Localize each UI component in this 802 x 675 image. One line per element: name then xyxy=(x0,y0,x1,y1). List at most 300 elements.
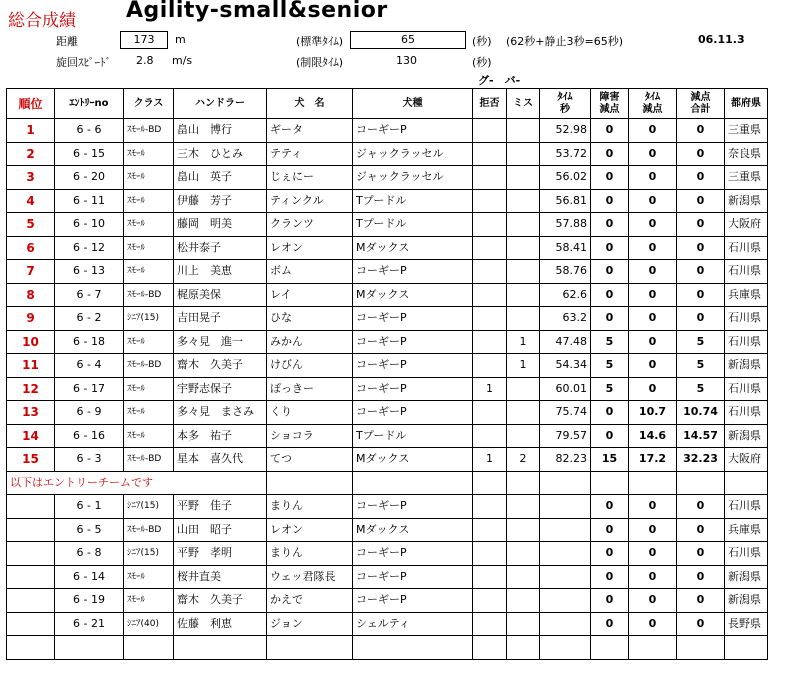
fault-cell: 5 xyxy=(591,330,629,354)
rank-cell xyxy=(7,565,55,589)
entry-cell: 6 - 12 xyxy=(55,236,124,260)
breed-cell: コーギーP xyxy=(353,354,473,378)
entry-cell: 6 - 15 xyxy=(55,142,124,166)
fault-cell: 0 xyxy=(591,166,629,190)
time-cell: 56.02 xyxy=(540,166,591,190)
breed-cell: コーギーP xyxy=(353,565,473,589)
class-cell: ｽﾓｰﾙ xyxy=(124,377,174,401)
empty-cell xyxy=(629,636,677,660)
class-cell: ｽﾓｰﾙ xyxy=(124,236,174,260)
miss-cell xyxy=(507,377,540,401)
total-cell: 5 xyxy=(677,354,725,378)
class-cell: ｽﾓｰﾙ xyxy=(124,189,174,213)
time-fault-cell: 0 xyxy=(629,377,677,401)
dog-cell: ショコラ xyxy=(267,424,353,448)
pref-cell: 新潟県 xyxy=(725,424,768,448)
pref-cell: 奈良県 xyxy=(725,142,768,166)
class-cell: ｽﾓｰﾙ xyxy=(124,260,174,284)
time-cell: 62.6 xyxy=(540,283,591,307)
pref-cell: 新潟県 xyxy=(725,589,768,613)
col-time-fault: ﾀｲﾑ 減点 xyxy=(629,89,677,119)
miss-cell xyxy=(507,307,540,331)
refusal-cell xyxy=(473,236,507,260)
handler-cell: 藤岡 明美 xyxy=(174,213,267,237)
breed-cell: Mダックス xyxy=(353,518,473,542)
fault-cell: 0 xyxy=(591,260,629,284)
class-cell: ｽﾓｰﾙ xyxy=(124,213,174,237)
pref-cell: 新潟県 xyxy=(725,189,768,213)
dog-cell: ひな xyxy=(267,307,353,331)
handler-cell: 星本 喜久代 xyxy=(174,448,267,472)
handler-cell: 吉田晃子 xyxy=(174,307,267,331)
table-row xyxy=(7,354,768,378)
total-cell: 32.23 xyxy=(677,448,725,472)
empty-cell xyxy=(591,471,629,495)
time-cell xyxy=(540,542,591,566)
breed-cell: コーギーP xyxy=(353,589,473,613)
breed-cell: コーギーP xyxy=(353,307,473,331)
time-fault-cell: 0 xyxy=(629,589,677,613)
class-cell: ｽﾓｰﾙ-BD xyxy=(124,518,174,542)
speed-unit: m/s xyxy=(172,54,193,67)
empty-cell xyxy=(353,636,473,660)
breed-cell: Mダックス xyxy=(353,448,473,472)
rank-cell: 4 xyxy=(7,189,55,213)
miss-cell: 2 xyxy=(507,448,540,472)
refusal-cell xyxy=(473,213,507,237)
entry-cell: 6 - 5 xyxy=(55,518,124,542)
pref-cell: 石川県 xyxy=(725,236,768,260)
table-row xyxy=(7,260,768,284)
rank-cell: 3 xyxy=(7,166,55,190)
time-cell: 63.2 xyxy=(540,307,591,331)
entry-cell: 6 - 21 xyxy=(55,612,124,636)
refusal-cell xyxy=(473,307,507,331)
breed-cell: コーギーP xyxy=(353,260,473,284)
pref-cell: 兵庫県 xyxy=(725,283,768,307)
pref-cell: 長野県 xyxy=(725,612,768,636)
std-time-note: (62秒+静止3秒=65秒) xyxy=(506,35,624,48)
refusal-cell xyxy=(473,330,507,354)
entry-cell: 6 - 18 xyxy=(55,330,124,354)
miss-cell xyxy=(507,401,540,425)
dog-cell: ジョン xyxy=(267,612,353,636)
dog-cell: レイ xyxy=(267,283,353,307)
time-cell xyxy=(540,565,591,589)
handler-cell: 伊藤 芳子 xyxy=(174,189,267,213)
handler-cell: 多々見 まさみ xyxy=(174,401,267,425)
col-miss: ミス xyxy=(507,89,540,119)
refusal-cell xyxy=(473,283,507,307)
handler-cell: 桜井直美 xyxy=(174,565,267,589)
refusal-cell: 1 xyxy=(473,448,507,472)
fault-cell: 0 xyxy=(591,589,629,613)
dog-cell: ティンクル xyxy=(267,189,353,213)
col-class: クラス xyxy=(124,89,174,119)
col-handler: ハンドラー xyxy=(174,89,267,119)
class-cell: ｽﾓｰﾙ xyxy=(124,565,174,589)
time-cell: 82.23 xyxy=(540,448,591,472)
class-cell: ｼﾆｱ(40) xyxy=(124,612,174,636)
time-fault-cell: 0 xyxy=(629,495,677,519)
handler-cell: 本多 祐子 xyxy=(174,424,267,448)
speed-label: 旋回ｽﾋﾟｰﾄﾞ xyxy=(56,56,111,69)
rank-cell: 11 xyxy=(7,354,55,378)
rank-cell: 15 xyxy=(7,448,55,472)
time-fault-cell: 17.2 xyxy=(629,448,677,472)
section-label: 総合成績 xyxy=(8,11,76,31)
miss-cell xyxy=(507,213,540,237)
fault-cell: 0 xyxy=(591,142,629,166)
handler-cell: 齋木 久美子 xyxy=(174,589,267,613)
total-cell: 5 xyxy=(677,330,725,354)
col-refusal: 拒否 xyxy=(473,89,507,119)
col-fault: 障害 減点 xyxy=(591,89,629,119)
handler-cell: 平野 佳子 xyxy=(174,495,267,519)
refusal-cell xyxy=(473,142,507,166)
fault-cell: 0 xyxy=(591,565,629,589)
table-row xyxy=(7,307,768,331)
time-fault-cell: 0 xyxy=(629,330,677,354)
miss-cell xyxy=(507,236,540,260)
refusal-cell xyxy=(473,189,507,213)
empty-cell xyxy=(677,471,725,495)
pref-cell: 三重県 xyxy=(725,166,768,190)
class-cell: ｽﾓｰﾙ xyxy=(124,589,174,613)
breed-cell: Tプードル xyxy=(353,213,473,237)
miss-cell xyxy=(507,495,540,519)
refusal-cell: 1 xyxy=(473,377,507,401)
time-fault-cell: 0 xyxy=(629,142,677,166)
entry-cell: 6 - 3 xyxy=(55,448,124,472)
pref-cell: 石川県 xyxy=(725,330,768,354)
total-cell: 0 xyxy=(677,307,725,331)
class-cell: ｽﾓｰﾙ xyxy=(124,401,174,425)
time-fault-cell: 0 xyxy=(629,260,677,284)
entry-cell: 6 - 1 xyxy=(55,495,124,519)
handler-cell: 松井泰子 xyxy=(174,236,267,260)
table-row xyxy=(7,589,768,613)
time-cell: 56.81 xyxy=(540,189,591,213)
miss-cell xyxy=(507,283,540,307)
std-time-unit: (秒) xyxy=(472,35,492,48)
empty-cell xyxy=(267,636,353,660)
handler-cell: 佐藤 利恵 xyxy=(174,612,267,636)
time-cell: 47.48 xyxy=(540,330,591,354)
refusal-cell xyxy=(473,589,507,613)
empty-cell xyxy=(473,636,507,660)
time-fault-cell: 0 xyxy=(629,189,677,213)
total-cell: 0 xyxy=(677,260,725,284)
empty-cell xyxy=(353,471,473,495)
table-row xyxy=(7,612,768,636)
miss-cell xyxy=(507,142,540,166)
time-fault-cell: 0 xyxy=(629,213,677,237)
rank-cell: 14 xyxy=(7,424,55,448)
rank-cell xyxy=(7,495,55,519)
fault-cell: 5 xyxy=(591,354,629,378)
total-cell: 0 xyxy=(677,166,725,190)
fault-cell: 0 xyxy=(591,307,629,331)
breed-cell: ジャックラッセル xyxy=(353,142,473,166)
time-cell: 58.41 xyxy=(540,236,591,260)
empty-cell xyxy=(725,636,768,660)
fault-cell: 0 xyxy=(591,213,629,237)
dog-cell: まりん xyxy=(267,542,353,566)
rank-cell: 2 xyxy=(7,142,55,166)
fault-cell: 5 xyxy=(591,377,629,401)
handler-cell: 梶原美保 xyxy=(174,283,267,307)
refusal-cell xyxy=(473,518,507,542)
dog-cell: けびん xyxy=(267,354,353,378)
total-cell: 0 xyxy=(677,142,725,166)
table-row xyxy=(7,401,768,425)
refusal-cell xyxy=(473,495,507,519)
col-pref: 都府県 xyxy=(725,89,768,119)
class-cell: ｽﾓｰﾙ-BD xyxy=(124,283,174,307)
entry-cell: 6 - 17 xyxy=(55,377,124,401)
rank-cell xyxy=(7,542,55,566)
time-cell: 60.01 xyxy=(540,377,591,401)
rank-cell xyxy=(7,518,55,542)
dog-cell: テティ xyxy=(267,142,353,166)
table-row xyxy=(7,424,768,448)
class-cell: ｽﾓｰﾙ xyxy=(124,166,174,190)
class-cell: ｽﾓｰﾙ xyxy=(124,142,174,166)
event-date: 06.11.3 xyxy=(698,33,745,46)
time-fault-cell: 0 xyxy=(629,354,677,378)
time-cell: 58.76 xyxy=(540,260,591,284)
entry-cell: 6 - 7 xyxy=(55,283,124,307)
col-time: ﾀｲﾑ 秒 xyxy=(540,89,591,119)
std-time-label: (標準ﾀｲﾑ) xyxy=(296,35,344,48)
time-cell: 53.72 xyxy=(540,142,591,166)
dog-cell: じぇにー xyxy=(267,166,353,190)
distance-unit: m xyxy=(175,33,186,46)
breed-cell: コーギーP xyxy=(353,119,473,143)
rank-cell: 13 xyxy=(7,401,55,425)
rank-cell: 8 xyxy=(7,283,55,307)
time-fault-cell: 0 xyxy=(629,119,677,143)
class-cell: ｽﾓｰﾙ xyxy=(124,424,174,448)
table-row xyxy=(7,142,768,166)
fault-cell: 0 xyxy=(591,612,629,636)
miss-cell xyxy=(507,542,540,566)
dog-cell: てつ xyxy=(267,448,353,472)
empty-cell xyxy=(7,636,55,660)
entry-cell: 6 - 14 xyxy=(55,565,124,589)
group-label: グ- バ- xyxy=(478,74,521,87)
pref-cell: 新潟県 xyxy=(725,354,768,378)
total-cell: 0 xyxy=(677,565,725,589)
dog-cell: レオン xyxy=(267,518,353,542)
breed-cell: Tプードル xyxy=(353,424,473,448)
speed-value: 2.8 xyxy=(136,54,154,67)
refusal-cell xyxy=(473,612,507,636)
breed-cell: シェルティ xyxy=(353,612,473,636)
fault-cell: 0 xyxy=(591,283,629,307)
pref-cell: 石川県 xyxy=(725,542,768,566)
handler-cell: 畠山 英子 xyxy=(174,166,267,190)
time-cell: 75.74 xyxy=(540,401,591,425)
entry-cell: 6 - 8 xyxy=(55,542,124,566)
entry-cell: 6 - 16 xyxy=(55,424,124,448)
miss-cell xyxy=(507,612,540,636)
entry-cell: 6 - 13 xyxy=(55,260,124,284)
table-row xyxy=(7,119,768,143)
time-cell: 54.34 xyxy=(540,354,591,378)
pref-cell: 新潟県 xyxy=(725,565,768,589)
empty-cell xyxy=(124,636,174,660)
entry-cell: 6 - 20 xyxy=(55,166,124,190)
class-cell: ｽﾓｰﾙ-BD xyxy=(124,119,174,143)
total-cell: 10.74 xyxy=(677,401,725,425)
limit-time-value: 130 xyxy=(396,54,417,67)
col-rank: 順位 xyxy=(7,89,55,119)
time-cell xyxy=(540,495,591,519)
total-cell: 0 xyxy=(677,213,725,237)
entry-cell: 6 - 9 xyxy=(55,401,124,425)
refusal-cell xyxy=(473,119,507,143)
fault-cell: 0 xyxy=(591,236,629,260)
empty-row xyxy=(7,636,768,660)
breed-cell: コーギーP xyxy=(353,542,473,566)
empty-cell xyxy=(629,471,677,495)
refusal-cell xyxy=(473,354,507,378)
breed-cell: Mダックス xyxy=(353,236,473,260)
dog-cell: まりん xyxy=(267,495,353,519)
empty-cell xyxy=(507,471,540,495)
table-row xyxy=(7,213,768,237)
limit-time-label: (制限ﾀｲﾑ) xyxy=(296,56,344,69)
miss-cell: 1 xyxy=(507,330,540,354)
fault-cell: 0 xyxy=(591,424,629,448)
entry-cell: 6 - 4 xyxy=(55,354,124,378)
distance-value: 173 xyxy=(120,31,168,49)
fault-cell: 0 xyxy=(591,401,629,425)
page-title: Agility-small&senior xyxy=(126,0,388,23)
dog-cell: かえで xyxy=(267,589,353,613)
table-row xyxy=(7,448,768,472)
table-row xyxy=(7,189,768,213)
table-row xyxy=(7,565,768,589)
time-fault-cell: 0 xyxy=(629,283,677,307)
total-cell: 0 xyxy=(677,283,725,307)
fault-cell: 0 xyxy=(591,518,629,542)
col-dog: 犬 名 xyxy=(267,89,353,119)
miss-cell xyxy=(507,424,540,448)
miss-cell xyxy=(507,260,540,284)
refusal-cell xyxy=(473,424,507,448)
entry-note: 以下はエントリーチームです xyxy=(7,471,267,495)
refusal-cell xyxy=(473,565,507,589)
fault-cell: 0 xyxy=(591,495,629,519)
miss-cell xyxy=(507,119,540,143)
dog-cell: ボム xyxy=(267,260,353,284)
handler-cell: 畠山 博行 xyxy=(174,119,267,143)
dog-cell: クランツ xyxy=(267,213,353,237)
refusal-cell xyxy=(473,260,507,284)
table-row xyxy=(7,518,768,542)
breed-cell: Mダックス xyxy=(353,283,473,307)
pref-cell: 石川県 xyxy=(725,307,768,331)
pref-cell: 三重県 xyxy=(725,119,768,143)
empty-cell xyxy=(174,636,267,660)
rank-cell: 5 xyxy=(7,213,55,237)
miss-cell xyxy=(507,565,540,589)
dog-cell: みかん xyxy=(267,330,353,354)
total-cell: 14.57 xyxy=(677,424,725,448)
miss-cell: 1 xyxy=(507,354,540,378)
refusal-cell xyxy=(473,542,507,566)
pref-cell: 兵庫県 xyxy=(725,518,768,542)
time-fault-cell: 10.7 xyxy=(629,401,677,425)
total-cell: 0 xyxy=(677,189,725,213)
breed-cell: コーギーP xyxy=(353,401,473,425)
rank-cell: 6 xyxy=(7,236,55,260)
breed-cell: Tプードル xyxy=(353,189,473,213)
breed-cell: コーギーP xyxy=(353,330,473,354)
col-entry: ｴﾝﾄﾘｰno xyxy=(55,89,124,119)
note-row xyxy=(7,471,768,495)
miss-cell xyxy=(507,518,540,542)
entry-cell: 6 - 11 xyxy=(55,189,124,213)
dog-cell: ウェッ君隊長 xyxy=(267,565,353,589)
col-total: 減点 合計 xyxy=(677,89,725,119)
total-cell: 0 xyxy=(677,495,725,519)
handler-cell: 山田 昭子 xyxy=(174,518,267,542)
pref-cell: 大阪府 xyxy=(725,448,768,472)
total-cell: 0 xyxy=(677,236,725,260)
empty-cell xyxy=(540,471,591,495)
empty-cell xyxy=(473,471,507,495)
rank-cell: 9 xyxy=(7,307,55,331)
time-cell xyxy=(540,518,591,542)
handler-cell: 宇野志保子 xyxy=(174,377,267,401)
entry-cell: 6 - 6 xyxy=(55,119,124,143)
time-cell: 52.98 xyxy=(540,119,591,143)
total-cell: 0 xyxy=(677,518,725,542)
pref-cell: 石川県 xyxy=(725,260,768,284)
breed-cell: コーギーP xyxy=(353,377,473,401)
fault-cell: 0 xyxy=(591,189,629,213)
breed-cell: ジャックラッセル xyxy=(353,166,473,190)
rank-cell: 10 xyxy=(7,330,55,354)
empty-cell xyxy=(55,636,124,660)
time-fault-cell: 0 xyxy=(629,565,677,589)
total-cell: 0 xyxy=(677,589,725,613)
total-cell: 0 xyxy=(677,542,725,566)
total-cell: 0 xyxy=(677,612,725,636)
handler-cell: 齋木 久美子 xyxy=(174,354,267,378)
col-breed: 犬種 xyxy=(353,89,473,119)
pref-cell: 石川県 xyxy=(725,401,768,425)
dog-cell: くり xyxy=(267,401,353,425)
class-cell: ｽﾓｰﾙ xyxy=(124,330,174,354)
handler-cell: 平野 孝明 xyxy=(174,542,267,566)
entry-cell: 6 - 2 xyxy=(55,307,124,331)
total-cell: 5 xyxy=(677,377,725,401)
miss-cell xyxy=(507,166,540,190)
fault-cell: 15 xyxy=(591,448,629,472)
table-row xyxy=(7,236,768,260)
table-row xyxy=(7,166,768,190)
empty-cell xyxy=(267,471,353,495)
table-row xyxy=(7,542,768,566)
std-time-value: 65 xyxy=(350,31,466,49)
rank-cell xyxy=(7,612,55,636)
table-row xyxy=(7,377,768,401)
